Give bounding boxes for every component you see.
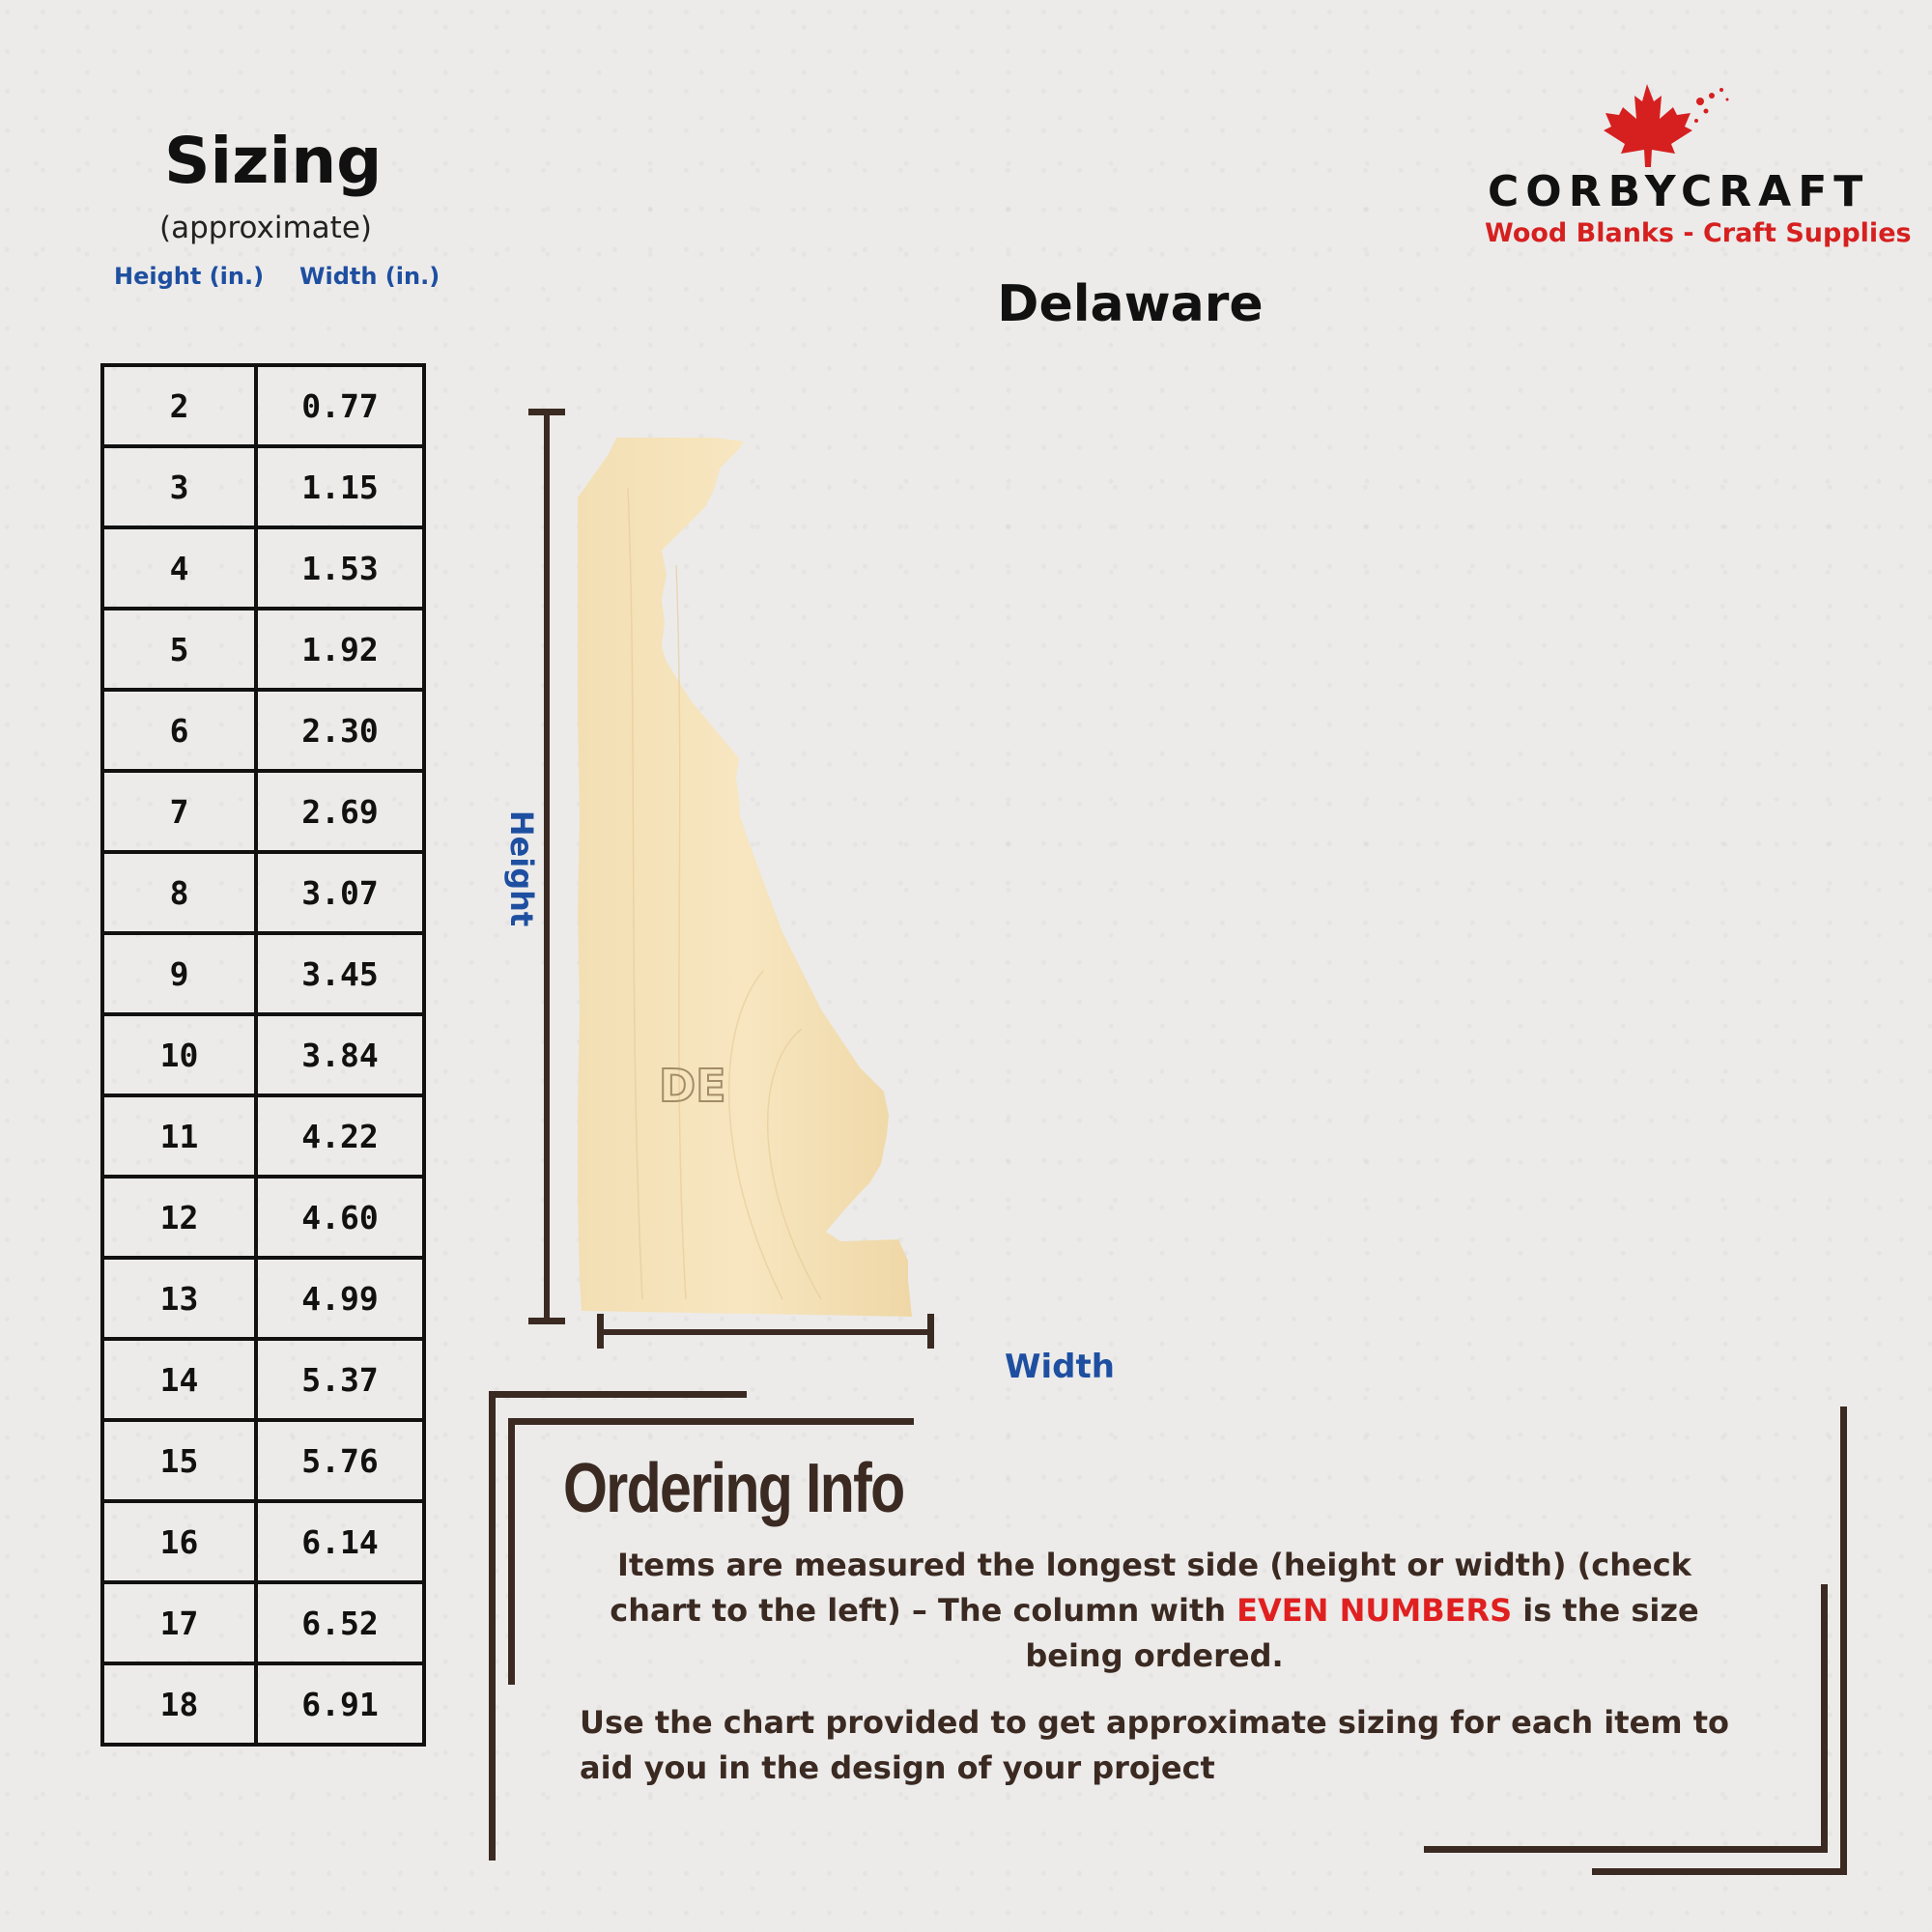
ordering-title: Ordering Info: [563, 1450, 904, 1527]
table-row: [102, 446, 424, 527]
width-cell: 3.45: [256, 933, 424, 1014]
height-cell: 5: [102, 609, 256, 690]
width-cell: 4.22: [256, 1095, 424, 1177]
table-row: [102, 1663, 424, 1745]
width-dimension-cap-right: [927, 1314, 934, 1349]
table-row: [102, 1339, 424, 1420]
height-cell: 16: [102, 1501, 256, 1582]
height-dimension-cap-top: [528, 409, 565, 415]
height-cell: 3: [102, 446, 256, 527]
ordering-text-after: is the size being ordered.: [1025, 1592, 1699, 1674]
width-column-header: Width (in.): [299, 263, 440, 290]
width-cell: 3.84: [256, 1014, 424, 1095]
frame-top-outer: [489, 1391, 747, 1398]
table-row: [102, 690, 424, 771]
height-dimension-cap-bottom: [528, 1318, 565, 1324]
height-cell: 13: [102, 1258, 256, 1339]
ordering-paragraph-1: [570, 1543, 1739, 1679]
frame-right-inner: [1821, 1584, 1828, 1853]
product-title: Delaware: [997, 275, 1264, 333]
width-dimension-line: [599, 1329, 932, 1335]
width-cell: 0.77: [256, 365, 424, 446]
maple-leaf-icon: [1604, 82, 1739, 169]
table-row: [102, 365, 424, 446]
ordering-text-before: Items are measured the longest side (height or width) (check chart to the left) – The column with: [610, 1547, 1691, 1629]
height-cell: 6: [102, 690, 256, 771]
width-cell: 3.07: [256, 852, 424, 933]
width-cell: 4.60: [256, 1177, 424, 1258]
frame-left-outer: [489, 1391, 496, 1861]
height-cell: 7: [102, 771, 256, 852]
table-row: [102, 1095, 424, 1177]
delaware-wood-shape: [570, 430, 918, 1328]
width-cell: 6.91: [256, 1663, 424, 1745]
even-numbers-highlight: EVEN NUMBERS: [1236, 1592, 1513, 1629]
sizing-table: [100, 363, 426, 1747]
table-row: [102, 933, 424, 1014]
width-cell: 5.76: [256, 1420, 424, 1501]
frame-right-outer: [1840, 1406, 1847, 1875]
table-row: [102, 609, 424, 690]
frame-left-inner: [508, 1418, 515, 1685]
table-row: [102, 1582, 424, 1663]
height-cell: 14: [102, 1339, 256, 1420]
height-cell: 2: [102, 365, 256, 446]
width-cell: 1.53: [256, 527, 424, 609]
height-label: Height: [503, 810, 541, 927]
frame-top-inner: [508, 1418, 914, 1425]
height-cell: 17: [102, 1582, 256, 1663]
width-cell: 5.37: [256, 1339, 424, 1420]
brand-name: CORBYCRAFT: [1488, 167, 1870, 216]
table-row: [102, 1177, 424, 1258]
width-cell: 2.30: [256, 690, 424, 771]
table-row: [102, 1501, 424, 1582]
table-row: [102, 527, 424, 609]
height-column-header: Height (in.): [114, 263, 265, 290]
height-cell: 8: [102, 852, 256, 933]
brand-tagline: Wood Blanks - Craft Supplies: [1485, 218, 1912, 248]
width-cell: 4.99: [256, 1258, 424, 1339]
height-cell: 18: [102, 1663, 256, 1745]
height-cell: 11: [102, 1095, 256, 1177]
sizing-subtitle: (approximate): [159, 211, 372, 245]
height-cell: 9: [102, 933, 256, 1014]
engraving-text: DE: [659, 1060, 726, 1112]
width-cell: 6.52: [256, 1582, 424, 1663]
table-row: [102, 1420, 424, 1501]
table-row: [102, 1014, 424, 1095]
width-cell: 1.92: [256, 609, 424, 690]
height-cell: 12: [102, 1177, 256, 1258]
width-cell: 2.69: [256, 771, 424, 852]
height-cell: 10: [102, 1014, 256, 1095]
table-row: [102, 771, 424, 852]
frame-bottom-outer: [1592, 1868, 1847, 1875]
width-label: Width: [1005, 1348, 1115, 1386]
height-cell: 15: [102, 1420, 256, 1501]
frame-bottom-inner: [1424, 1846, 1828, 1853]
ordering-paragraph-2: Use the chart provided to get approximate sizing for each item to aid you in the design of your project: [580, 1704, 1730, 1786]
width-cell: 6.14: [256, 1501, 424, 1582]
height-cell: 4: [102, 527, 256, 609]
sizing-title: Sizing: [164, 124, 383, 198]
table-row: [102, 852, 424, 933]
table-row: [102, 1258, 424, 1339]
height-dimension-line: [544, 411, 550, 1323]
width-cell: 1.15: [256, 446, 424, 527]
